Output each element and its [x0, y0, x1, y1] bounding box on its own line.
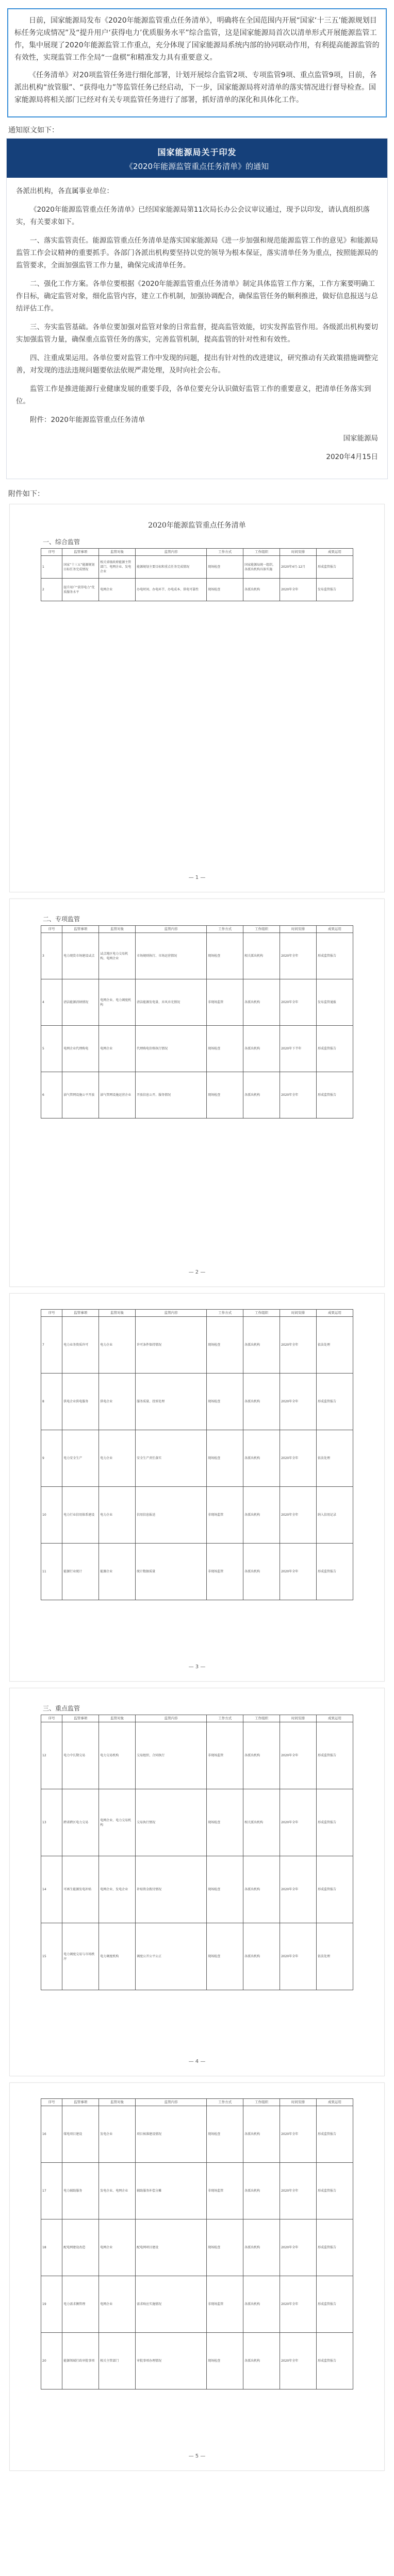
table-cell: 现场检查: [207, 1923, 243, 1990]
table-header-cell: 时间安排: [280, 2099, 317, 2106]
table-cell: 相关省级政府能源主管部门、电网企业、发电企业: [99, 556, 136, 579]
table-row: [41, 2276, 353, 2333]
intro-box: [7, 8, 387, 117]
table-cell: 形成监管报告: [317, 2276, 353, 2333]
table-cell: 发布监管通报: [317, 979, 353, 1026]
notice-paragraph: 三、夯实监管基础。各单位要加强对监管对象的日常监督，提高监管效能，切实发挥监管作用。各级派出机构要切实加强监管力量，确保重点监管任务的落实，完善监管机制，提高监管的针对性和有效性。: [16, 323, 378, 344]
table-header-cell: 监管内容: [136, 2099, 207, 2106]
attachment-title: 2020年能源监管重点任务清单: [148, 521, 246, 530]
table-row: [41, 579, 353, 601]
table-cell: 现场检查: [207, 1789, 243, 1856]
table-cell: 形成监管报告: [317, 933, 353, 979]
intro-paragraph-1: 日前，国家能源局发布《2020年能源监管重点任务清单》，明确将在全国范围内开展“国家‘十三五’能源规划目标任务完成情况”及“提升用户‘获得电力’优质服务水平”综合监管，这是国家能源局首次以清单形式开展能源监管工作，集中展现了2020年能源监管工作重点，充分体现了国家能源局系统内部的协同联动作用，有利提高能源监管的有效性，实现监管工作全局“一盘棋”和精准发力具有重要意义。: [14, 16, 380, 62]
table-cell: 纳入信用记录: [317, 1487, 353, 1544]
table-cell: 各派出机构: [243, 2106, 280, 2163]
table-cell: 15: [41, 1923, 62, 1990]
table-header-cell: 序号: [41, 1715, 62, 1722]
table-cell: 服务质量、投诉处理: [136, 1374, 207, 1430]
table-cell: 补贴资金拨付情况: [136, 1856, 207, 1923]
table-cell: 1: [41, 556, 62, 579]
table-header-cell: 工作方式: [207, 1715, 243, 1722]
table-cell: 试点地区电力交易机构、电网企业: [99, 933, 136, 979]
table-header-cell: 工作组织: [243, 1715, 280, 1722]
table-cell: 2020年全年: [280, 933, 317, 979]
table-header-cell: 工作组织: [243, 1310, 280, 1317]
table-cell: 电力调度交易与市场秩序: [62, 1923, 99, 1990]
table-row: [41, 2106, 353, 2163]
notice-label: 通知原文如下：: [8, 126, 59, 134]
table-cell: 7: [41, 1317, 62, 1374]
notice-paragraph: 四、注重成果运用。各单位要对监管工作中发现的问题，提出有针对性的改进建议，研究推动有关政策措施调整完善，对发现的违法违规问题要依法依规严肃处理，及时向社会公布。: [16, 354, 378, 375]
table-cell: 各派出机构: [243, 1374, 280, 1430]
notice-panel: [6, 138, 388, 479]
table-cell: 办电时间、办电环节、办电成本、供电可靠性: [136, 579, 207, 601]
table-cell: 2020年全年: [280, 1374, 317, 1430]
table-cell: 相关派出机构: [243, 1789, 280, 1856]
table-cell: 非现场监管: [207, 1722, 243, 1789]
table-cell: 各派出机构: [243, 2276, 280, 2333]
table-cell: 电力需求侧管理: [62, 2276, 99, 2333]
table-header-cell: 工作组织: [243, 549, 280, 556]
table-header-cell: 监管对象: [99, 1715, 136, 1722]
table-header-cell: 监管对象: [99, 926, 136, 933]
table-cell: 9: [41, 1430, 62, 1487]
table-header-cell: 成果运用: [317, 549, 353, 556]
task-table: [41, 1309, 353, 1600]
table-cell: 2020年全年: [280, 1072, 317, 1118]
table-cell: 可再生能源发电补贴: [62, 1856, 99, 1923]
table-row: [41, 1430, 353, 1487]
table-cell: 各派出机构: [243, 2333, 280, 2389]
task-table: [41, 2098, 353, 2389]
page-number: — 5 —: [188, 2453, 206, 2459]
table-cell: 非现场监管: [207, 1544, 243, 1600]
table-row: [41, 2219, 353, 2276]
table-cell: 油气管网设施公平开放: [62, 1072, 99, 1118]
table-header-cell: 序号: [41, 1310, 62, 1317]
table-cell: 清洁能源消纳情况: [62, 979, 99, 1026]
table-row: [41, 1072, 353, 1118]
table-cell: 电网企业: [99, 1026, 136, 1072]
table-cell: 电网企业代理购电: [62, 1026, 99, 1072]
table-cell: 相关派出机构: [243, 933, 280, 979]
table-cell: 电力企业: [99, 1487, 136, 1544]
table-cell: 形成监管报告: [317, 1072, 353, 1118]
table-row: [41, 1487, 353, 1544]
table-cell: 2020年全年: [280, 1544, 317, 1600]
table-header-cell: 成果运用: [317, 2099, 353, 2106]
table-cell: 现场检查: [207, 1374, 243, 1430]
table-cell: 电力业务资质许可: [62, 1317, 99, 1374]
notice-paragraph: 《2020年能源监管重点任务清单》已经国家能源局第11次局长办公会议审议通过，现予以印发，请认真组织落实，有关要求如下。: [16, 206, 370, 226]
table-cell: 各派出机构: [243, 1317, 280, 1374]
table-cell: 非现场监管: [207, 2276, 243, 2333]
attachment-label: 附件如下：: [8, 490, 44, 498]
table-cell: 能源规划主要目标和重点任务完成情况: [136, 556, 207, 579]
table-cell: 现场检查: [207, 2219, 243, 2276]
table-header-cell: 成果运用: [317, 1715, 353, 1722]
table-cell: 现场检查: [207, 933, 243, 979]
table-cell: 形成监管报告: [317, 2163, 353, 2219]
table-cell: 4: [41, 979, 62, 1026]
page-number: — 2 —: [188, 1269, 206, 1275]
task-table: [41, 548, 353, 601]
notice-title-line-2: 《2020年能源监管重点任务清单》的通知: [125, 162, 269, 171]
table-cell: 2020年全年: [280, 1789, 317, 1856]
notice-paragraph: 一、落实监管责任。能源监管重点任务清单是落实国家能源局《进一步加强和规范能源监管工作的意见》和能源局监管工作会议精神的重要抓手。各部门各派出机构要坚持以党的领导为根本保证，落实清单任务为重点，按照能源局的监管要求，全面加强监管工作力量，确保完成清单任务。: [16, 236, 378, 269]
table-cell: 市场规则执行、市场运营情况: [136, 933, 207, 979]
table-cell: 电网企业: [99, 579, 136, 601]
table-cell: 形成监管报告: [317, 1722, 353, 1789]
attachment-page-3: [9, 1293, 385, 1682]
task-table: [41, 1715, 353, 1990]
table-header-cell: 时间安排: [280, 1310, 317, 1317]
table-cell: 形成监管报告: [317, 1856, 353, 1923]
table-row: [41, 1923, 353, 1990]
table-row: [41, 556, 353, 579]
table-cell: 2: [41, 579, 62, 601]
table-cell: 电力安全生产: [62, 1430, 99, 1487]
table-cell: 17: [41, 2163, 62, 2219]
table-cell: 非现场监管: [207, 2163, 243, 2219]
table-cell: 各派出机构: [243, 1026, 280, 1072]
table-row: [41, 1374, 353, 1430]
table-cell: 许可条件保持情况: [136, 1317, 207, 1374]
table-cell: 配电网建设改造: [62, 2219, 99, 2276]
table-cell: 依法处理: [317, 1923, 353, 1990]
table-cell: 现场检查: [207, 2106, 243, 2163]
table-row: [41, 1026, 353, 1072]
table-cell: 2020年下半年: [280, 1026, 317, 1072]
table-cell: 能源领域行政审批事项: [62, 2333, 99, 2389]
table-header-cell: 工作方式: [207, 2099, 243, 2106]
table-cell: 电力中长期交易: [62, 1722, 99, 1789]
table-cell: 依法处理: [317, 1317, 353, 1374]
table-cell: 审批事项办理情况: [136, 2333, 207, 2389]
notice-sign-date: 2020年4月15日: [326, 453, 378, 461]
table-header-cell: 监管内容: [136, 1310, 207, 1317]
table-cell: 代理购电价格执行情况: [136, 1026, 207, 1072]
notice-body: [7, 178, 387, 479]
table-cell: 电网企业: [99, 2276, 136, 2333]
notice-title-line-1: 国家能源局关于印发: [157, 147, 237, 157]
table-cell: 2020年全年: [280, 2163, 317, 2219]
table-header-cell: 时间安排: [280, 926, 317, 933]
table-cell: 形成监管报告: [317, 1544, 353, 1600]
table-cell: 现场检查: [207, 1072, 243, 1118]
table-cell: 2020年全年: [280, 1487, 317, 1544]
table-cell: 2020年全年: [280, 979, 317, 1026]
table-cell: 形成监管报告: [317, 1374, 353, 1430]
table-cell: 形成监管报告: [317, 2106, 353, 2163]
table-cell: 现场检查: [207, 1856, 243, 1923]
table-cell: 现场检查: [207, 2333, 243, 2389]
table-cell: 清洁能源发电量、弃风弃光情况: [136, 979, 207, 1026]
table-cell: 现场检查: [207, 1430, 243, 1487]
table-row: [41, 2333, 353, 2389]
table-cell: 现场检查: [207, 1026, 243, 1072]
table-cell: 2020年全年: [280, 1923, 317, 1990]
table-cell: 14: [41, 1856, 62, 1923]
table-cell: 电力行业信用体系建设: [62, 1487, 99, 1544]
table-cell: 电网企业、电力交易机构: [99, 1789, 136, 1856]
table-header-cell: 监管内容: [136, 549, 207, 556]
table-cell: 6: [41, 1072, 62, 1118]
table-cell: 各派出机构: [243, 979, 280, 1026]
table-row: [41, 2163, 353, 2219]
table-row: [41, 1544, 353, 1600]
table-cell: 2020年全年: [280, 1856, 317, 1923]
table-header-cell: 监管对象: [99, 1310, 136, 1317]
table-cell: 各派出机构: [243, 579, 280, 601]
table-header-cell: 监管事项: [62, 926, 99, 933]
page-number: — 3 —: [188, 1664, 206, 1670]
table-cell: 能源企业: [99, 1544, 136, 1600]
table-cell: 12: [41, 1722, 62, 1789]
page-number: — 1 —: [188, 875, 206, 880]
table-cell: 交易组织、合同执行: [136, 1722, 207, 1789]
table-cell: 20: [41, 2333, 62, 2389]
table-cell: 供电企业: [99, 1374, 136, 1430]
table-cell: 2020年全年: [280, 2106, 317, 2163]
notice-paragraph: 二、强化工作方案。各单位要根据《2020年能源监管重点任务清单》制定具体监管工作方案，工作方案要明确工作目标，确定监管对象，细化监管内容，建立工作机制，加强协调配合，确保监管任务的顺利推进，做好信息报送与总结评估工作。: [16, 280, 378, 313]
table-cell: 调度公开公平公正: [136, 1923, 207, 1990]
notice-paragraph: 监管工作是推进能源行业健康发展的重要手段，各单位要充分认识做好监管工作的重要意义，把清单任务落实到位。: [16, 385, 371, 405]
table-cell: 各派出机构: [243, 2219, 280, 2276]
table-cell: 各派出机构: [243, 2163, 280, 2219]
table-cell: 能源行业统计: [62, 1544, 99, 1600]
table-cell: 10: [41, 1487, 62, 1544]
table-cell: 2020年全年: [280, 2333, 317, 2389]
table-cell: 油气管网设施运营企业: [99, 1072, 136, 1118]
table-cell: 需求响应实施情况: [136, 2276, 207, 2333]
table-cell: 非现场监管: [207, 979, 243, 1026]
table-header-cell: 时间安排: [280, 1715, 317, 1722]
table-cell: 各派出机构: [243, 1430, 280, 1487]
table-cell: 辅助服务补偿分摊: [136, 2163, 207, 2219]
table-cell: 电力企业: [99, 1430, 136, 1487]
table-cell: 发布监管报告: [317, 579, 353, 601]
table-row: [41, 979, 353, 1026]
table-header-cell: 序号: [41, 549, 62, 556]
table-cell: 各派出机构: [243, 1487, 280, 1544]
table-cell: 3: [41, 933, 62, 979]
table-cell: 电力辅助服务: [62, 2163, 99, 2219]
table-cell: 电力企业: [99, 1317, 136, 1374]
table-cell: 5: [41, 1026, 62, 1072]
table-cell: 形成监管报告: [317, 2219, 353, 2276]
table-cell: 形成监管报告: [317, 1026, 353, 1072]
table-cell: 各派出机构: [243, 1072, 280, 1118]
attachment-page-1: [9, 504, 385, 892]
notice-sign-org: 国家能源局: [343, 434, 378, 443]
table-row: [41, 1789, 353, 1856]
table-header-cell: 工作组织: [243, 2099, 280, 2106]
table-cell: 国家能源局统一组织，各派出机构具体实施: [243, 556, 280, 579]
table-row: [41, 933, 353, 979]
table-cell: 电网企业、电力调度机构: [99, 979, 136, 1026]
table-cell: 信用信息报送: [136, 1487, 207, 1544]
table-cell: 2020年全年: [280, 579, 317, 601]
table-header-cell: 监管事项: [62, 1310, 99, 1317]
notice-attachment: 附件：2020年能源监管重点任务清单: [30, 416, 145, 424]
table-cell: 安全生产责任落实: [136, 1430, 207, 1487]
table-header-cell: 工作方式: [207, 1310, 243, 1317]
table-cell: 形成监管报告: [317, 2333, 353, 2389]
table-header-cell: 监管事项: [62, 1715, 99, 1722]
table-cell: 发电企业、电网企业: [99, 2163, 136, 2219]
table-header-cell: 监管对象: [99, 2099, 136, 2106]
section-title: 一、综合监管: [43, 538, 80, 546]
table-cell: 各派出机构: [243, 1544, 280, 1600]
table-header-cell: 监管事项: [62, 549, 99, 556]
table-cell: 电网企业: [99, 2219, 136, 2276]
table-cell: 2020年全年: [280, 1430, 317, 1487]
table-header-cell: 成果运用: [317, 926, 353, 933]
table-row: [41, 1856, 353, 1923]
table-cell: 依法处理: [317, 1430, 353, 1487]
table-cell: 16: [41, 2106, 62, 2163]
table-cell: 非现场监管: [207, 1487, 243, 1544]
table-cell: 跨省跨区电力交易: [62, 1789, 99, 1856]
table-cell: 电力现货市场建设试点: [62, 933, 99, 979]
table-cell: 各派出机构: [243, 1722, 280, 1789]
table-cell: 交易执行情况: [136, 1789, 207, 1856]
section-title: 二、专项监管: [43, 916, 80, 923]
table-cell: 国家“十三五”能源规划目标任务完成情况: [62, 556, 99, 579]
intro-paragraph-2: 《任务清单》对20项监管任务进行细化部署，计划开展综合监管2项、专项监管9项、重点监管9项，目前，各派出机构“放管服”、“获得电力”等监管任务已经启动，下一步，国家能源局将对清单的落实情况进行督导检查。国家能源局将相关部门已经对有关专项监管任务进行了部署，抓好清单的深化和具体化工作。: [14, 71, 377, 104]
table-header-cell: 工作方式: [207, 549, 243, 556]
table-cell: 相关主管部门: [99, 2333, 136, 2389]
table-cell: 形成监管报告: [317, 556, 353, 579]
table-cell: 18: [41, 2219, 62, 2276]
table-cell: 2020年4月-12月: [280, 556, 317, 579]
table-header-cell: 序号: [41, 2099, 62, 2106]
table-header-cell: 监管对象: [99, 549, 136, 556]
table-cell: 煤电项目建设: [62, 2106, 99, 2163]
table-header-cell: 工作方式: [207, 926, 243, 933]
table-cell: 2020年全年: [280, 1722, 317, 1789]
table-cell: 2020年全年: [280, 2276, 317, 2333]
table-cell: 13: [41, 1789, 62, 1856]
table-cell: 项目核准建设情况: [136, 2106, 207, 2163]
attachment-page-4: [9, 1688, 385, 2076]
table-cell: 提升用户“获得电力”优质服务水平: [62, 579, 99, 601]
table-cell: 19: [41, 2276, 62, 2333]
table-cell: 发电企业: [99, 2106, 136, 2163]
task-table: [41, 925, 353, 1118]
table-cell: 电力交易机构: [99, 1722, 136, 1789]
table-cell: 供电企业供电服务: [62, 1374, 99, 1430]
attachment-page-5: [9, 2082, 385, 2471]
page-number: — 4 —: [188, 2059, 206, 2064]
table-cell: 11: [41, 1544, 62, 1600]
table-cell: 现场检查: [207, 579, 243, 601]
notice-salutation: 各派出机构，各直属事业单位：: [16, 187, 113, 195]
table-header-cell: 监管事项: [62, 2099, 99, 2106]
table-cell: 电力调度机构: [99, 1923, 136, 1990]
table-header-cell: 监管内容: [136, 1715, 207, 1722]
table-cell: 电网企业、发电企业: [99, 1856, 136, 1923]
table-cell: 各派出机构: [243, 1923, 280, 1990]
table-row: [41, 1722, 353, 1789]
table-header-cell: 时间安排: [280, 549, 317, 556]
table-cell: 现场检查: [207, 556, 243, 579]
notice-header: [7, 139, 387, 178]
table-row: [41, 1317, 353, 1374]
section-title: 三、重点监管: [43, 1705, 80, 1712]
table-cell: 2020年全年: [280, 1317, 317, 1374]
table-cell: 形成监管报告: [317, 1789, 353, 1856]
table-header-cell: 工作组织: [243, 926, 280, 933]
table-cell: 各派出机构: [243, 1856, 280, 1923]
table-cell: 现场检查: [207, 1317, 243, 1374]
table-header-cell: 监管内容: [136, 926, 207, 933]
table-header-cell: 序号: [41, 926, 62, 933]
table-cell: 配电网项目建设: [136, 2219, 207, 2276]
table-cell: 2020年全年: [280, 2219, 317, 2276]
attachment-page-2: [9, 899, 385, 1287]
table-cell: 8: [41, 1374, 62, 1430]
table-header-cell: 成果运用: [317, 1310, 353, 1317]
table-cell: 统计数据质量: [136, 1544, 207, 1600]
table-cell: 开放信息公开、服务情况: [136, 1072, 207, 1118]
